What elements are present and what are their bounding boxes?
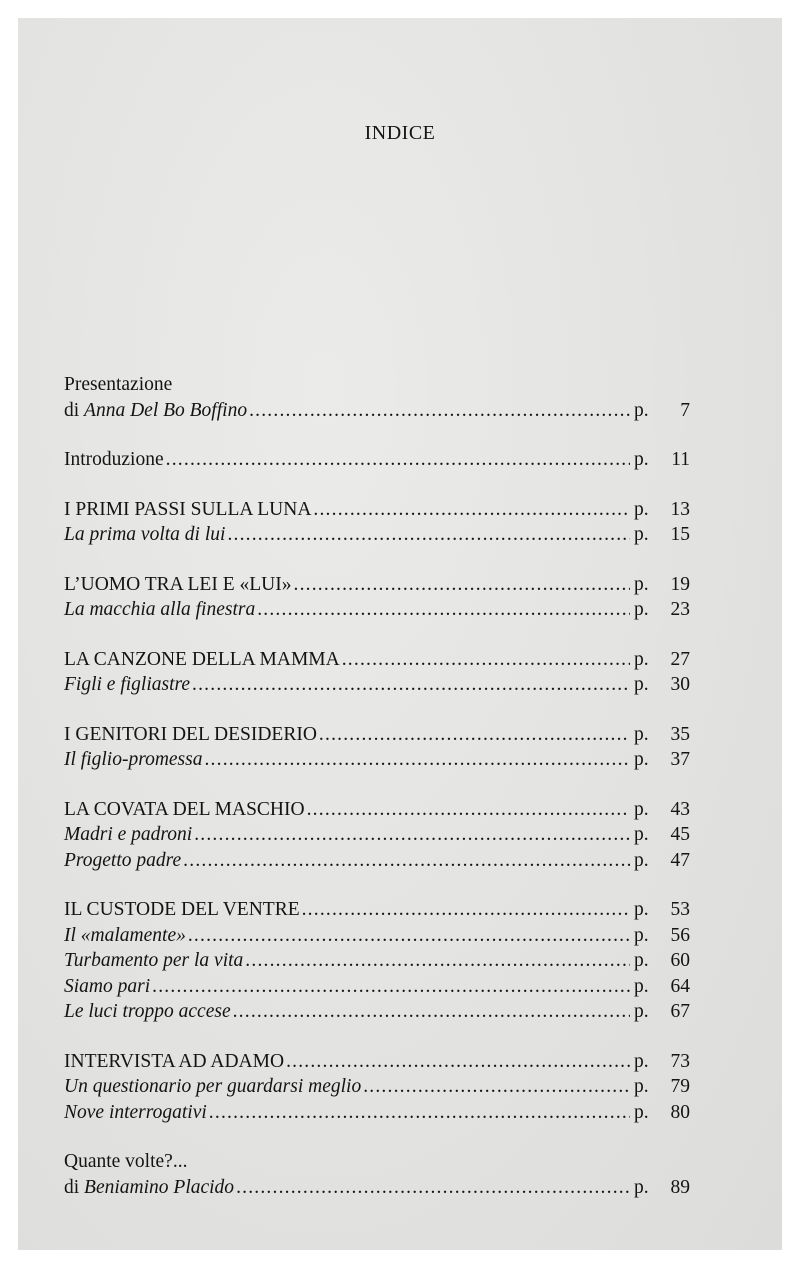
toc-entry bbox=[64, 398, 690, 424]
dot-leader bbox=[319, 722, 630, 748]
toc-entry-title: Quante volte?... bbox=[64, 1151, 188, 1172]
page-reference bbox=[634, 948, 690, 974]
dot-leader bbox=[183, 848, 630, 874]
dot-leader bbox=[233, 999, 630, 1025]
page-number: 35 bbox=[670, 723, 690, 745]
toc-entry-title: LA COVATA DEL MASCHIO bbox=[64, 798, 305, 820]
toc-entry-title: IL CUSTODE DEL VENTRE bbox=[64, 899, 300, 920]
page-number: 67 bbox=[670, 1001, 690, 1022]
dot-leader bbox=[152, 974, 630, 1000]
page-label: p. bbox=[634, 648, 649, 670]
page-reference bbox=[634, 797, 690, 823]
toc-entry bbox=[64, 923, 690, 949]
page-label: p. bbox=[634, 924, 649, 946]
page-reference bbox=[634, 923, 690, 949]
page-number: 89 bbox=[670, 1176, 690, 1198]
toc-section bbox=[64, 797, 690, 874]
toc-entry bbox=[64, 797, 690, 823]
toc-entry bbox=[64, 848, 690, 874]
dot-leader bbox=[313, 497, 630, 523]
toc-section bbox=[64, 372, 690, 423]
page-reference bbox=[634, 522, 690, 548]
toc-entry-title: Un questionario per guardarsi meglio bbox=[64, 1076, 362, 1097]
toc-entry-prefix: di bbox=[64, 399, 85, 421]
page-label: p. bbox=[634, 975, 649, 997]
table-of-contents bbox=[64, 372, 690, 1224]
page-label: p. bbox=[634, 599, 649, 620]
page-label: p. bbox=[634, 573, 649, 595]
toc-entry bbox=[64, 1100, 690, 1126]
page-reference bbox=[634, 647, 690, 673]
dot-leader bbox=[227, 522, 630, 548]
page-label: p. bbox=[634, 674, 649, 695]
page-number: 47 bbox=[670, 849, 690, 871]
page-label: p. bbox=[634, 749, 649, 770]
page-label: p. bbox=[634, 1101, 649, 1123]
dot-leader bbox=[204, 747, 630, 773]
toc-entry-title: Presentazione bbox=[64, 374, 173, 395]
page-label: p. bbox=[634, 1176, 649, 1198]
page-number: 56 bbox=[670, 924, 690, 946]
dot-leader bbox=[286, 1049, 630, 1075]
page-reference bbox=[634, 1074, 690, 1100]
toc-entry bbox=[64, 999, 690, 1025]
toc-entry-title: Figli e figliastre bbox=[64, 674, 191, 695]
dot-leader bbox=[342, 647, 630, 673]
page-number: 53 bbox=[670, 899, 690, 920]
page-reference bbox=[634, 572, 690, 598]
dot-leader bbox=[363, 1074, 630, 1100]
page-reference bbox=[634, 597, 690, 623]
toc-entry-title: Beniamino Placido bbox=[84, 1176, 235, 1198]
toc-entry-title: Progetto padre bbox=[64, 849, 182, 871]
page-reference bbox=[634, 672, 690, 698]
toc-entry bbox=[64, 1175, 690, 1201]
toc-section bbox=[64, 647, 690, 698]
dot-leader bbox=[307, 797, 630, 823]
toc-section bbox=[64, 447, 690, 473]
toc-entry-title: L’UOMO TRA LEI E «LUI» bbox=[64, 573, 292, 595]
dot-leader bbox=[249, 398, 630, 424]
page-number: 7 bbox=[680, 399, 690, 421]
page-label: p. bbox=[634, 1001, 649, 1022]
toc-entry bbox=[64, 497, 690, 523]
dot-leader bbox=[209, 1100, 630, 1126]
toc-section bbox=[64, 572, 690, 623]
dot-leader bbox=[192, 672, 630, 698]
page-label: p. bbox=[634, 849, 649, 871]
page-reference bbox=[634, 722, 690, 748]
page-label: p. bbox=[634, 498, 649, 520]
toc-entry bbox=[64, 948, 690, 974]
toc-section bbox=[64, 497, 690, 548]
page-number: 19 bbox=[670, 573, 690, 595]
page-number: 43 bbox=[670, 798, 690, 820]
page-reference bbox=[634, 497, 690, 523]
page-number: 79 bbox=[670, 1076, 690, 1097]
dot-leader bbox=[236, 1175, 630, 1201]
toc-entry-title: Turbamento per la vita bbox=[64, 950, 244, 971]
page-number: 45 bbox=[670, 824, 690, 845]
page-number: 13 bbox=[670, 498, 690, 520]
toc-entry-title: LA CANZONE DELLA MAMMA bbox=[64, 648, 340, 670]
toc-entry-title: Introduzione bbox=[64, 449, 164, 470]
page-reference bbox=[634, 999, 690, 1025]
dot-leader bbox=[302, 897, 630, 923]
page-number: 15 bbox=[670, 524, 690, 545]
page-number: 11 bbox=[671, 449, 690, 470]
toc-entry-title: Nove interrogativi bbox=[64, 1101, 207, 1123]
toc-entry bbox=[64, 372, 690, 398]
toc-entry-title: La prima volta di lui bbox=[64, 524, 226, 545]
page-reference bbox=[634, 1049, 690, 1075]
page-number: 27 bbox=[670, 648, 690, 670]
page-reference bbox=[634, 447, 690, 473]
dot-leader bbox=[257, 597, 630, 623]
dot-leader bbox=[245, 948, 630, 974]
toc-entry-title: Il «malamente» bbox=[64, 924, 186, 946]
toc-entry-title: Madri e padroni bbox=[64, 824, 193, 845]
page-reference bbox=[634, 1175, 690, 1201]
toc-entry bbox=[64, 822, 690, 848]
toc-section bbox=[64, 1049, 690, 1126]
page-reference bbox=[634, 1100, 690, 1126]
toc-entry bbox=[64, 1149, 690, 1175]
toc-entry-title: La macchia alla finestra bbox=[64, 599, 256, 620]
book-page bbox=[18, 18, 782, 1250]
toc-entry bbox=[64, 522, 690, 548]
toc-entry bbox=[64, 974, 690, 1000]
toc-section bbox=[64, 722, 690, 773]
page-number: 60 bbox=[670, 950, 690, 971]
toc-entry bbox=[64, 672, 690, 698]
toc-entry-title: INTERVISTA AD ADAMO bbox=[64, 1050, 285, 1072]
page-reference bbox=[634, 897, 690, 923]
toc-entry bbox=[64, 747, 690, 773]
toc-entry bbox=[64, 722, 690, 748]
toc-entry bbox=[64, 647, 690, 673]
page-label: p. bbox=[634, 798, 649, 820]
toc-section bbox=[64, 1149, 690, 1200]
toc-entry bbox=[64, 1074, 690, 1100]
page-reference bbox=[634, 747, 690, 773]
page-number: 73 bbox=[670, 1050, 690, 1072]
page-label: p. bbox=[634, 1050, 649, 1072]
toc-entry-title: Siamo pari bbox=[64, 975, 151, 997]
page-reference bbox=[634, 848, 690, 874]
page-label: p. bbox=[634, 723, 649, 745]
page-label: p. bbox=[634, 449, 649, 470]
toc-entry bbox=[64, 572, 690, 598]
toc-entry bbox=[64, 447, 690, 473]
page-label: p. bbox=[634, 524, 649, 545]
dot-leader bbox=[294, 572, 631, 598]
page-number: 80 bbox=[670, 1101, 690, 1123]
page-reference bbox=[634, 974, 690, 1000]
toc-entry-title: Il figlio-promessa bbox=[64, 749, 203, 770]
toc-entry-prefix: di bbox=[64, 1176, 85, 1198]
page-number: 64 bbox=[670, 975, 690, 997]
page-label: p. bbox=[634, 899, 649, 920]
page-number: 23 bbox=[670, 599, 690, 620]
dot-leader bbox=[166, 447, 630, 473]
toc-entry bbox=[64, 597, 690, 623]
toc-entry bbox=[64, 897, 690, 923]
toc-entry-title: Le luci troppo accese bbox=[64, 1001, 231, 1022]
page-number: 37 bbox=[670, 749, 690, 770]
page-label: p. bbox=[634, 1076, 649, 1097]
page-label: p. bbox=[634, 950, 649, 971]
page-title: INDICE bbox=[364, 122, 436, 144]
toc-section bbox=[64, 897, 690, 1025]
toc-entry bbox=[64, 1049, 690, 1075]
page-label: p. bbox=[634, 399, 649, 421]
page-number: 30 bbox=[670, 674, 690, 695]
toc-entry-title: I GENITORI DEL DESIDERIO bbox=[64, 723, 317, 745]
dot-leader bbox=[194, 822, 630, 848]
page-label: p. bbox=[634, 824, 649, 845]
dot-leader bbox=[188, 923, 630, 949]
page-reference bbox=[634, 822, 690, 848]
page-reference bbox=[634, 398, 690, 424]
toc-entry-title: I PRIMI PASSI SULLA LUNA bbox=[64, 498, 312, 520]
toc-entry-title: Anna Del Bo Boffino bbox=[84, 399, 248, 421]
